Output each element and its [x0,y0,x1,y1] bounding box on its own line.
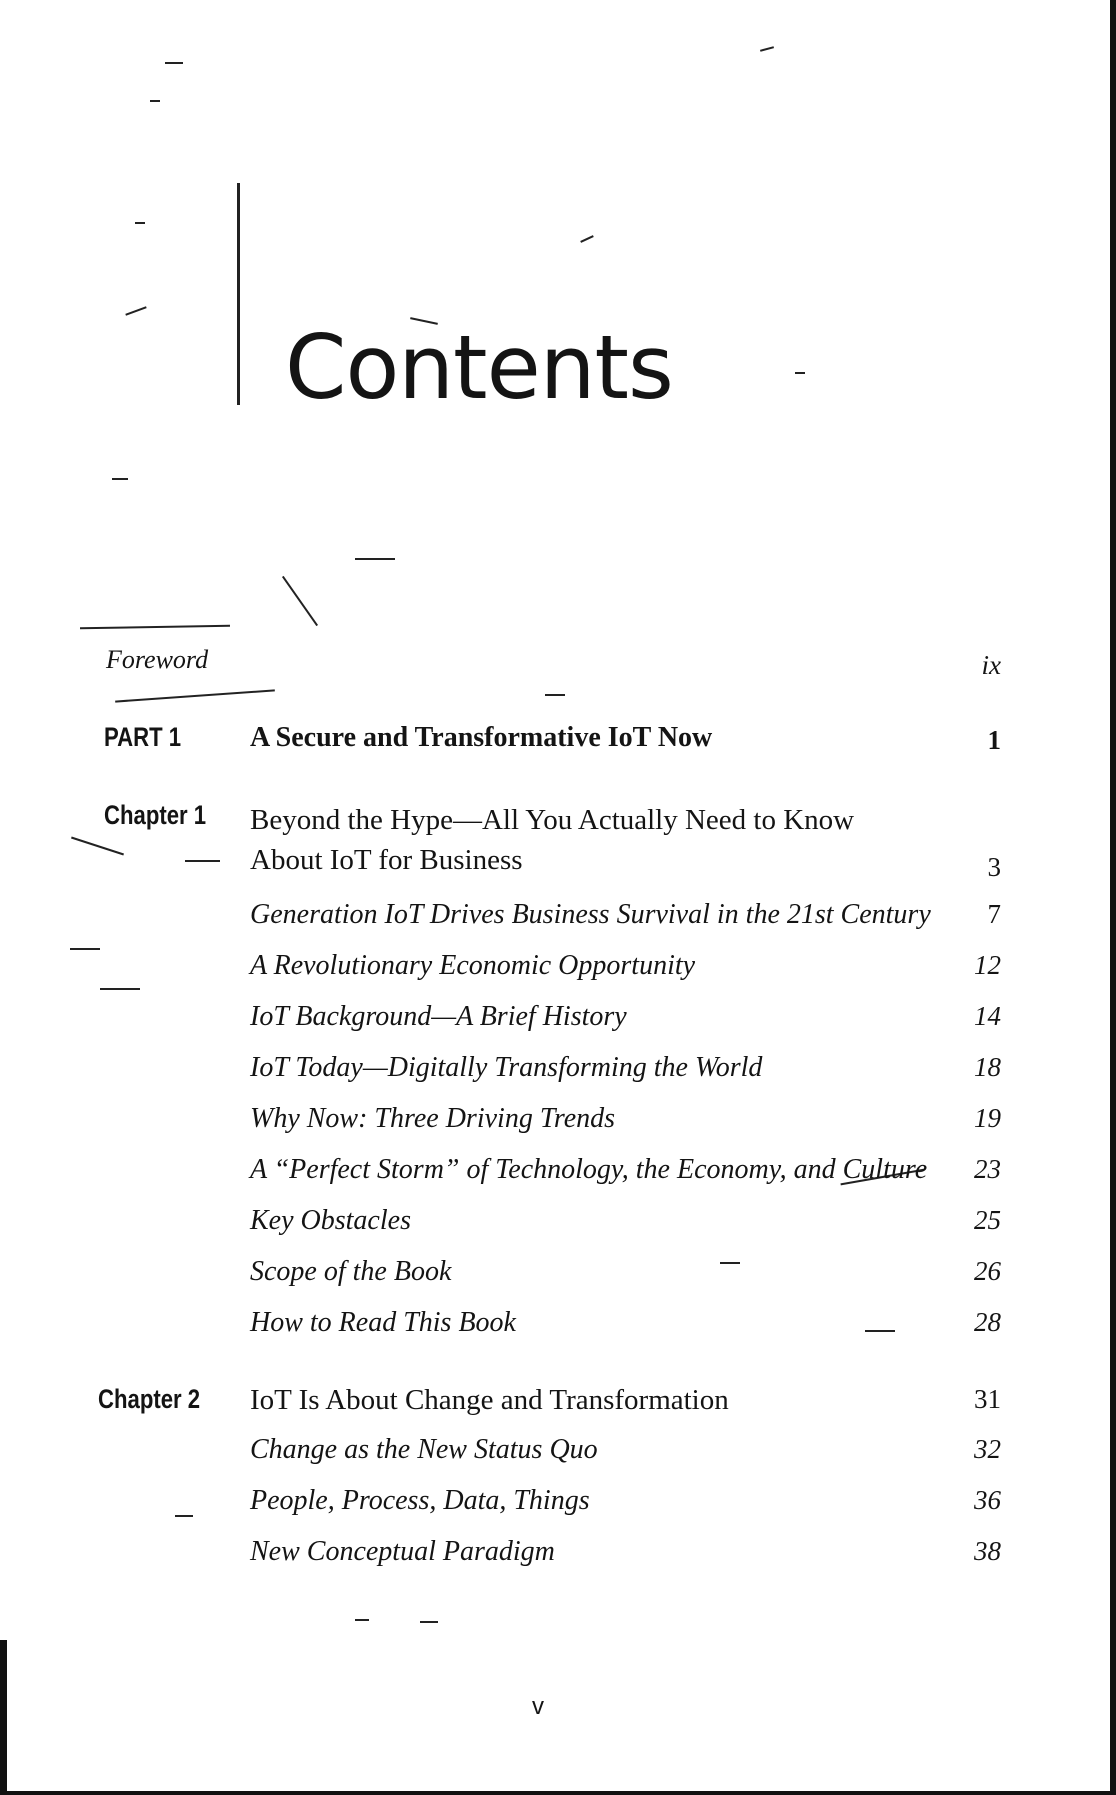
page-number: 19 [974,1103,1001,1133]
section-title: Key Obstacles [250,1205,411,1236]
section-title: People, Process, Data, Things [250,1485,590,1516]
page-title: Contents [285,316,673,419]
page-number: 31 [974,1384,1001,1414]
part-label: PART 1 [104,722,182,752]
page-number: 3 [987,852,1001,882]
section-title: IoT Today—Digitally Transforming the World [250,1052,763,1083]
page-number: 18 [974,1052,1001,1082]
page-folio: v [532,1693,544,1720]
page-number: 26 [974,1256,1001,1286]
page-number: 28 [974,1307,1001,1337]
part-title: A Secure and Transformative IoT Now [250,722,713,753]
scan-edge-bottom [0,1791,1116,1795]
foreword-label: Foreword [106,645,209,674]
title-rule [237,183,240,405]
page-number: 1 [987,725,1001,755]
section-title: Generation IoT Drives Business Survival in the 21st Century [250,899,931,930]
section-title: A “Perfect Storm” of Technology, the Economy, and Culture [250,1154,928,1185]
chapter-label: Chapter 2 [98,1384,201,1414]
scan-edge-left [0,1640,7,1795]
page-number: 14 [974,1001,1001,1031]
page-number: 7 [987,899,1001,929]
page-number: 38 [974,1536,1001,1566]
page-number: 12 [974,950,1001,980]
page-number: 36 [974,1485,1001,1515]
section-title: Why Now: Three Driving Trends [250,1103,616,1134]
chapter-title: Beyond the Hype—All You Actually Need to Know About IoT for Business [250,804,855,876]
section-title: A Revolutionary Economic Opportunity [250,950,696,981]
page-number: 32 [974,1434,1001,1464]
page-number: 25 [974,1205,1001,1235]
section-title: How to Read This Book [250,1307,516,1338]
page-number: ix [981,650,1001,680]
section-title: Change as the New Status Quo [250,1434,598,1465]
scan-edge-right [1110,0,1116,1795]
chapter-title: IoT Is About Change and Transformation [250,1384,729,1416]
chapter-label: Chapter 1 [104,800,207,830]
section-title: New Conceptual Paradigm [250,1536,555,1567]
section-title: Scope of the Book [250,1256,452,1287]
page-number: 23 [974,1154,1001,1184]
section-title: IoT Background—A Brief History [250,1001,627,1032]
